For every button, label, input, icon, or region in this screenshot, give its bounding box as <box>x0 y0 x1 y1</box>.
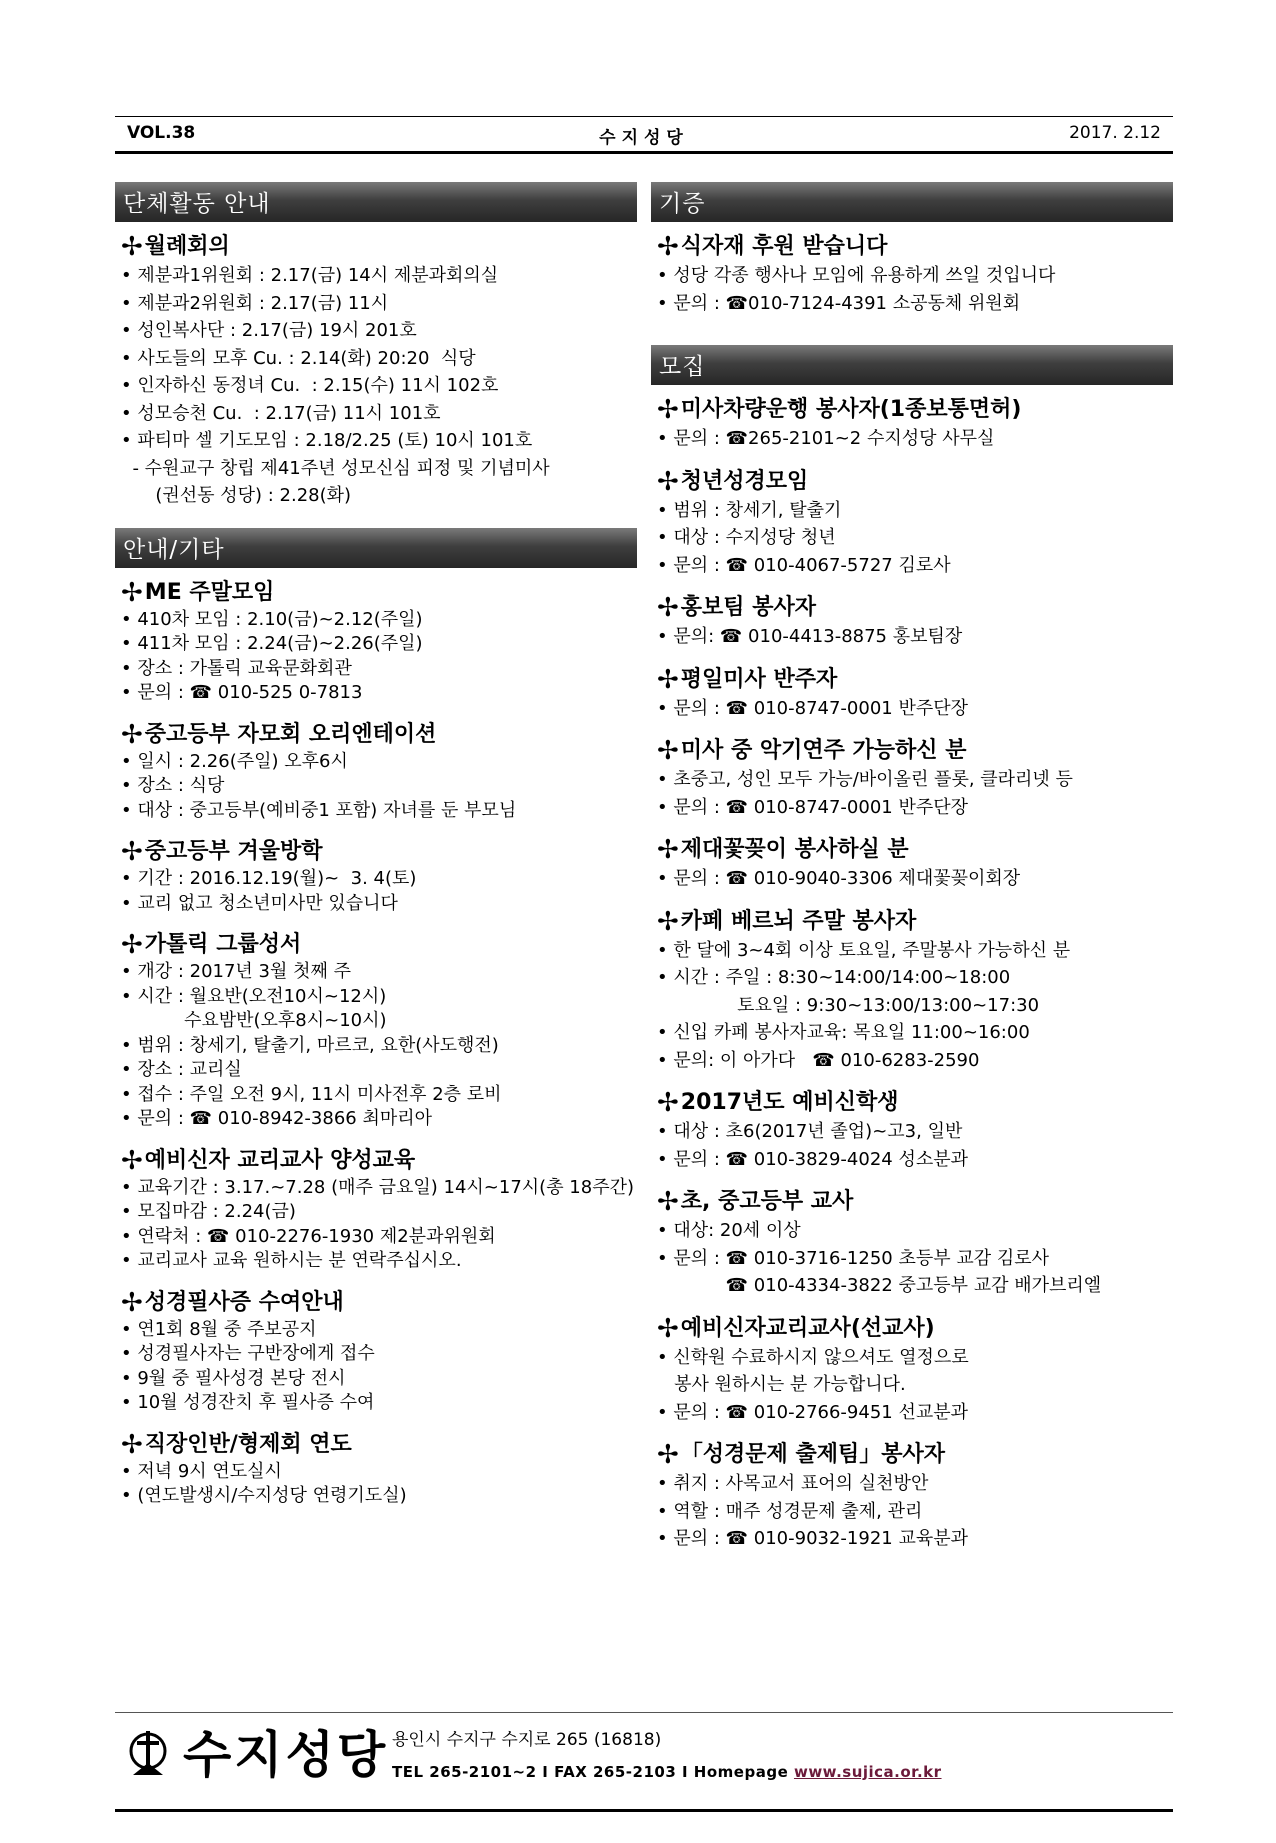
notice-title: 직장인반/형제회 연도 <box>144 1431 352 1457</box>
notice-line: • 문의 : ☎ 010-3829-4024 성소분과 <box>657 1148 969 1170</box>
notice-line: • 제분과2위원회 : 2.17(금) 11시 <box>121 292 389 314</box>
notice-lines <box>121 750 637 824</box>
notice-line: - 수원교구 창립 제41주년 성모신심 피정 및 기념미사 <box>121 457 550 479</box>
notice-line: • 문의 : ☎ 010-8747-0001 반주단장 <box>657 697 969 719</box>
notice-lines <box>657 937 1173 1075</box>
notice-title: ME 주말모임 <box>144 579 275 605</box>
notice-title: 중고등부 자모회 오리엔테이션 <box>144 721 437 747</box>
church-logo-icon <box>127 1727 169 1779</box>
cross-icon: ✢ <box>657 232 679 262</box>
notice-lines <box>657 425 1173 453</box>
notice-item <box>657 467 1173 580</box>
notice-line: • 문의 : ☎ 010-525 0-7813 <box>121 682 363 703</box>
volume-number: VOL.38 <box>127 123 196 143</box>
notice-lines <box>121 1176 637 1274</box>
notice-line: • 시간 : 월요반(오전10시~12시) <box>121 985 387 1007</box>
notice-lines <box>121 867 637 916</box>
section-donation <box>651 182 1173 317</box>
notice-line: • 모집마감 : 2.24(금) <box>121 1201 296 1222</box>
notice-title: 월례회의 <box>144 234 230 259</box>
notice-line: • 성당 각종 행사나 모임에 유용하게 쓰일 것입니다 <box>657 265 1056 286</box>
cross-icon: ✢ <box>657 1187 679 1217</box>
cross-icon: ✢ <box>121 930 143 960</box>
cross-icon: ✢ <box>657 1440 679 1470</box>
section-group-activities <box>115 182 637 510</box>
notice-item <box>657 665 1173 723</box>
notice-line: • 대상 : 중고등부(예비중1 포함) 자녀를 둔 부모님 <box>121 799 517 821</box>
notice-lines <box>657 766 1173 821</box>
cross-icon: ✢ <box>121 577 143 608</box>
notice-line: • 문의 : ☎ 010-8747-0001 반주단장 <box>657 796 969 818</box>
notice-lines <box>121 262 637 510</box>
notice-title: 식자재 후원 받습니다 <box>680 234 888 259</box>
notice-title: 성경필사증 수여안내 <box>144 1289 344 1315</box>
notice-lines <box>657 1217 1173 1300</box>
section-title: 단체활동 안내 <box>115 182 637 222</box>
cross-icon: ✢ <box>657 466 679 497</box>
notice-line: • 역할 : 매주 성경문제 출제, 관리 <box>657 1500 923 1522</box>
notice-line: • 신입 카페 봉사자교육: 목요일 11:00~16:00 <box>657 1022 1030 1043</box>
notice-line: • 411차 모임 : 2.24(금)~2.26(주일) <box>121 633 423 654</box>
notice-item <box>121 930 637 1132</box>
notice-line: • 대상 : 초6(2017년 졸업)~고3, 일반 <box>657 1121 963 1142</box>
notice-item <box>121 578 637 706</box>
notice-line: • 문의 : ☎010-7124-4391 소공동체 위원회 <box>657 292 1021 314</box>
notice-title: 홍보팀 봉사자 <box>680 595 816 620</box>
contact-phone-fax: TEL 265-2101~2 I FAX 265-2103 I Homepage <box>392 1763 794 1781</box>
notice-line: • 장소 : 식당 <box>121 775 225 796</box>
notice-line: • 장소 : 교리실 <box>121 1059 242 1080</box>
notice-line: • 인자하신 동정녀 Cu. : 2.15(수) 11시 102호 <box>121 375 499 396</box>
notice-line: • 문의 : ☎ 010-8942-3866 최마리아 <box>121 1108 433 1129</box>
page-header <box>115 116 1173 154</box>
cross-icon: ✢ <box>657 593 679 623</box>
notice-item <box>121 1288 637 1416</box>
notice-lines <box>121 1460 637 1509</box>
section-title: 모집 <box>651 345 1173 385</box>
notice-item <box>657 835 1173 893</box>
footer-address: 용인시 수지구 수지로 265 (16818) <box>392 1730 662 1750</box>
notice-line: • 문의 : ☎ 010-3716-1250 초등부 교감 김로사 <box>657 1247 1049 1269</box>
cross-icon: ✢ <box>121 719 143 750</box>
section-recruitment <box>651 345 1173 1553</box>
notice-line: • 문의: ☎ 010-4413-8875 홍보팀장 <box>657 626 963 647</box>
notice-title: 「성경문제 출제팀」봉사자 <box>680 1442 945 1467</box>
notice-line: • 사도들의 모후 Cu. : 2.14(화) 20:20 식당 <box>121 347 476 369</box>
notice-title: 가톨릭 그룹성서 <box>144 932 302 957</box>
notice-line: 봉사 원하시는 분 가능합니다. <box>657 1374 906 1395</box>
notice-title: 청년성경모임 <box>680 468 809 494</box>
notice-item <box>657 395 1173 453</box>
cross-icon: ✢ <box>657 1313 679 1344</box>
cross-icon: ✢ <box>657 395 679 425</box>
notice-line: • 문의 : ☎ 010-9032-1921 교육분과 <box>657 1528 969 1549</box>
notice-line: • 9월 중 필사성경 본당 전시 <box>121 1367 346 1389</box>
notice-item <box>121 232 637 510</box>
notice-item <box>121 837 637 916</box>
notice-line: • 연락처 : ☎ 010-2276-1930 제2분과위원회 <box>121 1225 496 1247</box>
cross-icon: ✢ <box>657 664 679 695</box>
notice-line: • 파티마 셀 기도모임 : 2.18/2.25 (토) 10시 101호 <box>121 430 533 451</box>
section-title: 기증 <box>651 182 1173 222</box>
notice-line: • 410차 모임 : 2.10(금)~2.12(주일) <box>121 608 423 630</box>
notice-line: • (연도발생시/수지성당 연령기도실) <box>121 1485 407 1506</box>
left-column <box>115 182 637 1527</box>
notice-lines <box>657 1344 1173 1427</box>
notice-line: • 성인복사단 : 2.17(금) 19시 201호 <box>121 320 417 341</box>
notice-line: • 초중고, 성인 모두 가능/바이올린 플롯, 클라리넷 등 <box>657 769 1073 790</box>
notice-item <box>657 1440 1173 1553</box>
notice-title: 초, 중고등부 교사 <box>680 1189 854 1214</box>
notice-title: 예비신자교리교사(선교사) <box>680 1315 935 1341</box>
cross-icon: ✢ <box>657 835 679 865</box>
notice-line: 수요밤반(오후8시~10시) <box>121 1010 387 1031</box>
notice-line: • 문의 : ☎265-2101~2 수지성당 사무실 <box>657 428 995 449</box>
notice-title: 2017년도 예비신학생 <box>680 1090 899 1115</box>
notice-item <box>657 593 1173 651</box>
notice-line: • 기간 : 2016.12.19(월)~ 3. 4(토) <box>121 868 417 889</box>
notice-item <box>657 232 1173 317</box>
notice-line: • 성모승천 Cu. : 2.17(금) 11시 101호 <box>121 402 441 424</box>
issue-date: 2017. 2.12 <box>1069 123 1161 143</box>
notice-lines <box>657 623 1173 651</box>
notice-item <box>657 907 1173 1075</box>
notice-item <box>121 1146 637 1274</box>
homepage-link[interactable]: www.sujica.or.kr <box>793 1763 942 1781</box>
notice-line: • 10월 성경잔치 후 필사증 수여 <box>121 1392 375 1413</box>
footer-contact <box>392 1763 942 1781</box>
notice-line: (권선동 성당) : 2.28(화) <box>121 485 352 506</box>
notice-item <box>657 736 1173 821</box>
notice-lines <box>657 497 1173 580</box>
notice-line: 토요일 : 9:30~13:00/13:00~17:30 <box>657 994 1040 1016</box>
notice-lines <box>657 865 1173 893</box>
notice-line: • 시간 : 주일 : 8:30~14:00/14:00~18:00 <box>657 967 1011 988</box>
cross-icon: ✢ <box>657 906 679 937</box>
notice-line: • 범위 : 창세기, 탈출기 <box>657 499 842 521</box>
notice-title: 예비신자 교리교사 양성교육 <box>144 1147 416 1173</box>
notice-line: ☎ 010-4334-3822 중고등부 교감 배가브리엘 <box>657 1275 1102 1296</box>
cross-icon: ✢ <box>121 1145 143 1176</box>
notice-line: • 대상 : 수지성당 청년 <box>657 527 836 548</box>
notice-line: • 저녁 9시 연도실시 <box>121 1460 282 1482</box>
page-footer <box>115 1712 1173 1812</box>
notice-item <box>121 1430 637 1509</box>
notice-line: • 신학원 수료하시지 않으셔도 열정으로 <box>657 1346 969 1368</box>
notice-line: • 문의 : ☎ 010-4067-5727 김로사 <box>657 554 951 576</box>
notice-line: • 문의 : ☎ 010-2766-9451 선교분과 <box>657 1401 969 1423</box>
notice-lines <box>121 608 637 706</box>
notice-lines <box>121 1318 637 1416</box>
notice-line: • 취지 : 사목교서 표어의 실천방안 <box>657 1473 929 1494</box>
notice-title: 카페 베르뇌 주말 봉사자 <box>680 908 917 934</box>
church-name: 수지성당 <box>599 128 689 148</box>
footer-logo-text: 수지성당 <box>183 1726 389 1784</box>
notice-title: 미사차량운행 봉사자(1종보통면허) <box>680 397 1022 422</box>
notice-lines <box>657 1118 1173 1173</box>
notice-lines <box>657 1470 1173 1553</box>
cross-icon: ✢ <box>657 1088 679 1118</box>
notice-line: • 장소 : 가톨릭 교육문화회관 <box>121 657 352 679</box>
notice-line: • 한 달에 3~4회 이상 토요일, 주말봉사 가능하신 분 <box>657 939 1071 961</box>
right-column <box>651 182 1173 1571</box>
notice-line: • 문의 : ☎ 010-9040-3306 제대꽃꽂이회장 <box>657 868 1021 889</box>
cross-icon: ✢ <box>121 1429 143 1460</box>
notice-title: 평일미사 반주자 <box>680 666 838 692</box>
notice-lines <box>657 695 1173 723</box>
notice-item <box>657 1088 1173 1173</box>
notice-title: 중고등부 겨울방학 <box>144 839 323 864</box>
cross-icon: ✢ <box>121 1287 143 1318</box>
notice-line: • 개강 : 2017년 3월 첫째 주 <box>121 961 351 982</box>
section-title: 안내/기타 <box>115 528 637 568</box>
notice-line: • 연1회 8월 중 주보공지 <box>121 1318 317 1340</box>
notice-item <box>657 1187 1173 1300</box>
notice-item <box>657 1314 1173 1427</box>
notice-line: • 대상: 20세 이상 <box>657 1220 801 1241</box>
notice-lines <box>121 960 637 1132</box>
cross-icon: ✢ <box>657 736 679 766</box>
notice-item <box>121 720 637 824</box>
notice-title: 제대꽃꽂이 봉사하실 분 <box>680 837 909 862</box>
notice-line: • 성경필사자는 구반장에게 접수 <box>121 1343 375 1364</box>
notice-line: • 접수 : 주일 오전 9시, 11시 미사전후 2층 로비 <box>121 1083 502 1105</box>
notice-line: • 교리교사 교육 원하시는 분 연락주십시오. <box>121 1250 462 1271</box>
notice-line: • 제분과1위원회 : 2.17(금) 14시 제분과회의실 <box>121 265 499 286</box>
cross-icon: ✢ <box>121 232 143 262</box>
notice-line: • 문의: 이 아가다 ☎ 010-6283-2590 <box>657 1049 980 1071</box>
notice-lines <box>657 262 1173 317</box>
notice-line: • 일시 : 2.26(주일) 오후6시 <box>121 750 348 772</box>
notice-title: 미사 중 악기연주 가능하신 분 <box>680 738 967 763</box>
notice-line: • 교육기간 : 3.17.~7.28 (매주 금요일) 14시~17시(총 18주간) <box>121 1176 635 1198</box>
notice-line: • 범위 : 창세기, 탈출기, 마르코, 요한(사도행전) <box>121 1034 499 1056</box>
notice-line: • 교리 없고 청소년미사만 있습니다 <box>121 892 398 914</box>
section-info-etc <box>115 528 637 1509</box>
cross-icon: ✢ <box>121 837 143 867</box>
